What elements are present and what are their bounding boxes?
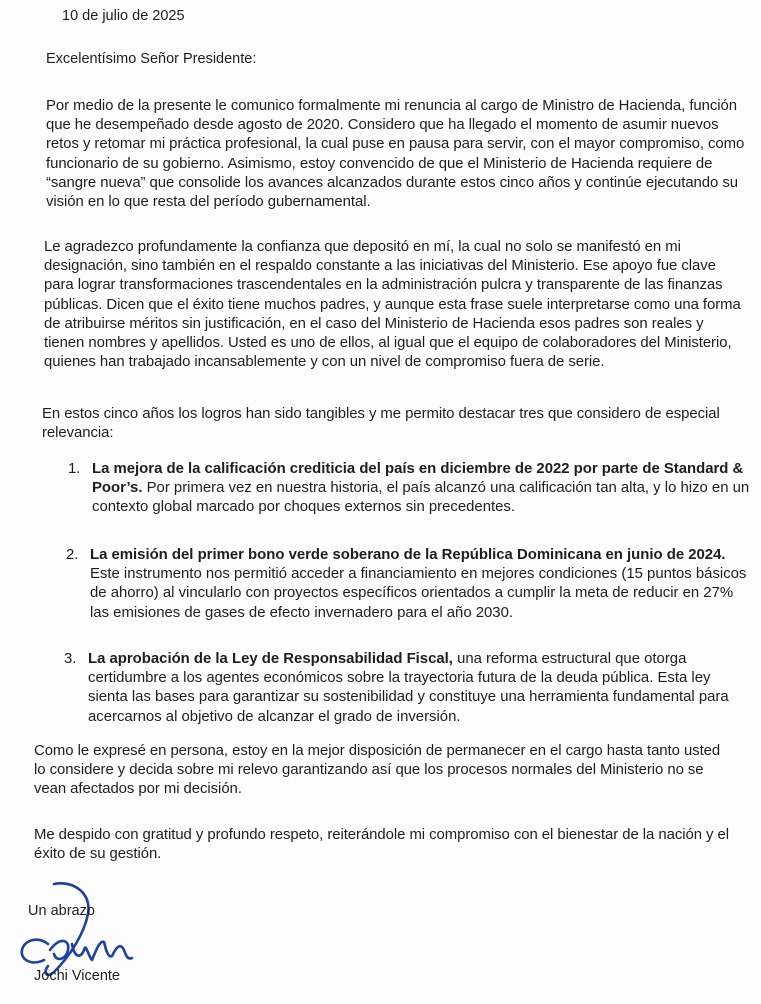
- letter-date: 10 de julio de 2025: [62, 8, 185, 24]
- achievement-text: Este instrumento nos permitió acceder a financiamiento en mejores condiciones (15 puntos básicos de ahorro) al vincularlo con proyectos específicos orientados a cumplir la meta de reducir en 27% las emisiones de gases de efecto invernadero para el año 2030.: [90, 566, 747, 621]
- signer-name: Jochi Vicente: [34, 968, 120, 984]
- salutation: Excelentísimo Señor Presidente:: [46, 51, 257, 67]
- achievement-text: una reforma estructural que otorga certidumbre a los agentes económicos sobre la trayectoria futura de la deuda pública. Esta ley sienta las bases para garantizar su sostenibilidad y constituye una herramienta fundamental para acercarnos al objetivo de alcanzar el grado de inversión.: [88, 651, 729, 725]
- achievement-number: 3.: [64, 651, 77, 667]
- achievement-number: 1.: [68, 461, 81, 477]
- achievement-number: 2.: [66, 547, 79, 563]
- paragraph-resignation: Por medio de la presente le comunico formalmente mi renuncia al cargo de Ministro de Hacienda, función que he desempeñado desde agosto de 2020. Considero que ha llegado el momento de asumir nuevos retos y retomar mi práctica profesional, la cual puse en pausa para servir, con el mayor compromiso, como funcionario de su gobierno. Asimismo, estoy convencido de que el Ministerio de Hacienda requiere de “sangre nueva” que consolide los avances alcanzados durante estos cinco años y continúe ejecutando su visión en lo que resta del período gubernamental.: [46, 98, 745, 211]
- paragraph-farewell: Me despido con gratitud y profundo respeto, reiterándole mi compromiso con el bienestar de la nación y el éxito de su gestión.: [34, 827, 730, 863]
- paragraph-achievements-intro: En estos cinco años los logros han sido tangibles y me permito destacar tres que considero de especial relevancia:: [42, 406, 720, 442]
- achievement-title: La aprobación de la Ley de Responsabilidad Fiscal,: [88, 651, 453, 667]
- achievement-text: Por primera vez en nuestra historia, el país alcanzó una calificación tan alta, y lo hizo en un contexto global marcado por choques externos sin precedentes.: [92, 480, 750, 516]
- paragraph-availability: Como le expresé en persona, estoy en la mejor disposición de permanecer en el cargo hasta tanto usted lo considere y decida sobre mi relevo garantizando así que los procesos normales del Ministerio no se vean afectados por mi decisión.: [34, 743, 721, 798]
- closing-line: Un abrazo: [28, 903, 95, 919]
- achievement-body: [88, 650, 748, 727]
- achievement-body: [92, 460, 752, 518]
- achievement-title: La emisión del primer bono verde soberano de la República Dominicana en junio de 2024.: [90, 547, 726, 563]
- paragraph-gratitude: Le agradezco profundamente la confianza que depositó en mí, la cual no solo se manifestó en mi designación, sino también en el respaldo constante a las iniciativas del Ministerio. Ese apoyo fue clave para lograr transformaciones trascendentales en la administración pulcra y transparente de las finanzas públicas. Dicen que el éxito tiene muchos padres, y aunque esta frase suele interpretarse como una forma de atribuirse méritos sin justificación, en el caso del Ministerio de Hacienda esos padres son reales y tienen nombres y apellidos. Usted es uno de ellos, al igual que el equipo de colaboradores del Ministerio, quienes han trabajado incansablemente y con un nivel de compromiso fuera de serie.: [44, 239, 741, 371]
- achievement-title: La mejora de la calificación crediticia del país en diciembre de 2022 por parte de Standard & Poor’s.: [92, 461, 744, 497]
- achievement-body: [90, 546, 750, 623]
- handwritten-signature: [8, 870, 138, 980]
